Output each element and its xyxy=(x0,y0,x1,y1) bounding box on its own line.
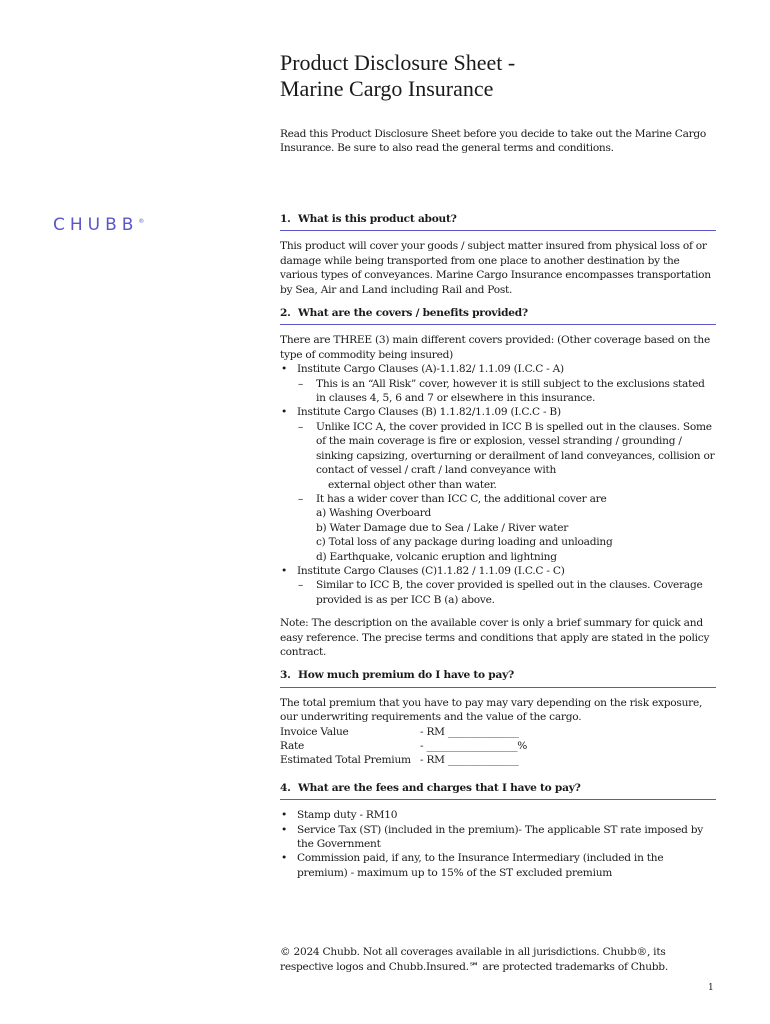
cover-b-detail-2 xyxy=(297,492,716,564)
section-1-heading xyxy=(280,212,716,231)
premium-row-rate xyxy=(280,739,716,753)
section-2-intro: There are THREE (3) main different covers provided: (Other coverage based on the type of commodity being insured) xyxy=(280,334,710,361)
page-title-line-1: Product Disclosure Sheet - xyxy=(280,50,516,75)
list-item: • Commission paid, if any, to the Insurance Intermediary (included in the premium) - maximum up to 15% of the ST excluded premium xyxy=(280,851,716,880)
cover-b-item-d: d) Earthquake, volcanic eruption and lightning xyxy=(316,550,557,563)
footer-line-2: respective logos and Chubb.Insured.℠ are protected trademarks of Chubb. xyxy=(280,961,668,973)
section-2-title: What are the covers / benefits provided? xyxy=(298,307,528,320)
section-3-body: The total premium that you have to pay may vary depending on the risk exposure, our underwriting requirements and the value of the cargo. xyxy=(280,696,703,724)
section-2-note: Note: The description on the available cover is only a brief summary for quick and easy reference. The precise terms and conditions that apply are stated in the policy contract. xyxy=(280,617,710,658)
cover-c-label: Institute Cargo Clauses (C)1.1.82 / 1.1.09 (I.C.C - C) xyxy=(297,564,565,577)
cover-b-detail-1-cont: external object other than water. xyxy=(328,478,497,491)
page-title xyxy=(280,50,740,102)
section-2-number: 2. xyxy=(280,307,291,320)
page-title-line-2: Marine Cargo Insurance xyxy=(280,76,494,101)
total-premium-field: - RM ______________ xyxy=(420,754,519,767)
cover-b-label: Institute Cargo Clauses (B) 1.1.82/1.1.09 (I.C.C - B) xyxy=(297,406,561,419)
premium-row-total xyxy=(280,753,716,767)
list-item: • Service Tax (ST) (included in the premium)- The applicable ST rate imposed by the Government xyxy=(280,823,716,852)
list-item xyxy=(280,405,716,563)
section-1-body: This product will cover your goods / subject matter insured from physical loss of or damage while being transported from one place to another destination by the various types of conveyances. Marine Cargo Insurance encompasses transportation by Sea, Air and Land including Rail and Post. xyxy=(280,240,711,296)
section-3-number: 3. xyxy=(280,669,291,682)
intro-paragraph: Read this Product Disclosure Sheet before you decide to take out the Marine Cargo Insurance. Be sure to also read the general terms and conditions. xyxy=(280,128,706,155)
section-3-heading xyxy=(280,668,716,687)
cover-a-label: Institute Cargo Clauses (A)-1.1.82/ 1.1.09 (I.C.C - A) xyxy=(297,363,564,376)
section-1-number: 1. xyxy=(280,213,291,225)
fees-list xyxy=(280,808,716,880)
section-2-heading xyxy=(280,306,716,325)
page-number: 1 xyxy=(708,983,714,993)
cover-list xyxy=(280,362,716,607)
footer-copyright xyxy=(280,945,740,975)
invoice-value-field: - RM ______________ xyxy=(420,725,519,738)
footer-line-1: © 2024 Chubb. Not all coverages available in all jurisdictions. Chubb®, its xyxy=(280,946,666,958)
cover-a-detail: – This is an “All Risk” cover, however it is still subject to the exclusions stated in clauses 4, 5, 6 and 7 or elsewhere in this insurance. xyxy=(297,377,716,406)
cover-b-detail-1-main: Unlike ICC A, the cover provided in ICC B is spelled out in the clauses. Some of the main coverage is fire or explosion, vessel stranding / grounding / sinking capsizing, overturning or derailment of land conveyances, collision or contact of vessel / craft / land conveyance with xyxy=(316,420,715,477)
section-3-title: How much premium do I have to pay? xyxy=(298,669,514,682)
total-premium-label: Estimated Total Premium xyxy=(280,754,411,767)
cover-b-detail-1 xyxy=(297,420,716,492)
rate-label: Rate xyxy=(280,740,305,752)
cover-b-item-a: a) Washing Overboard xyxy=(316,507,432,520)
list-item xyxy=(280,362,716,405)
rate-field: - __________________% xyxy=(420,740,528,752)
premium-row-invoice xyxy=(280,725,716,739)
invoice-value-label: Invoice Value xyxy=(280,725,349,738)
section-1-title: What is this product about? xyxy=(298,213,457,225)
list-item: • Stamp duty - RM10 xyxy=(280,808,716,822)
chubb-logo xyxy=(53,215,144,235)
main-content xyxy=(280,212,716,880)
section-4-heading xyxy=(280,781,716,800)
cover-c-detail: – Similar to ICC B, the cover provided is spelled out in the clauses. Coverage provided is as per ICC B (a) above. xyxy=(297,578,716,607)
cover-b-item-c: c) Total loss of any package during loading and unloading xyxy=(316,536,613,549)
section-4-number: 4. xyxy=(280,781,291,794)
chubb-logo-mark: ® xyxy=(138,218,145,225)
list-item xyxy=(280,564,716,607)
cover-b-item-b: b) Water Damage due to Sea / Lake / River water xyxy=(316,521,569,534)
chubb-logo-text: CHUBB xyxy=(53,215,139,235)
cover-b-detail-2-text: It has a wider cover than ICC C, the additional cover are xyxy=(316,492,607,505)
section-4-title: What are the fees and charges that I have to pay? xyxy=(298,781,581,794)
